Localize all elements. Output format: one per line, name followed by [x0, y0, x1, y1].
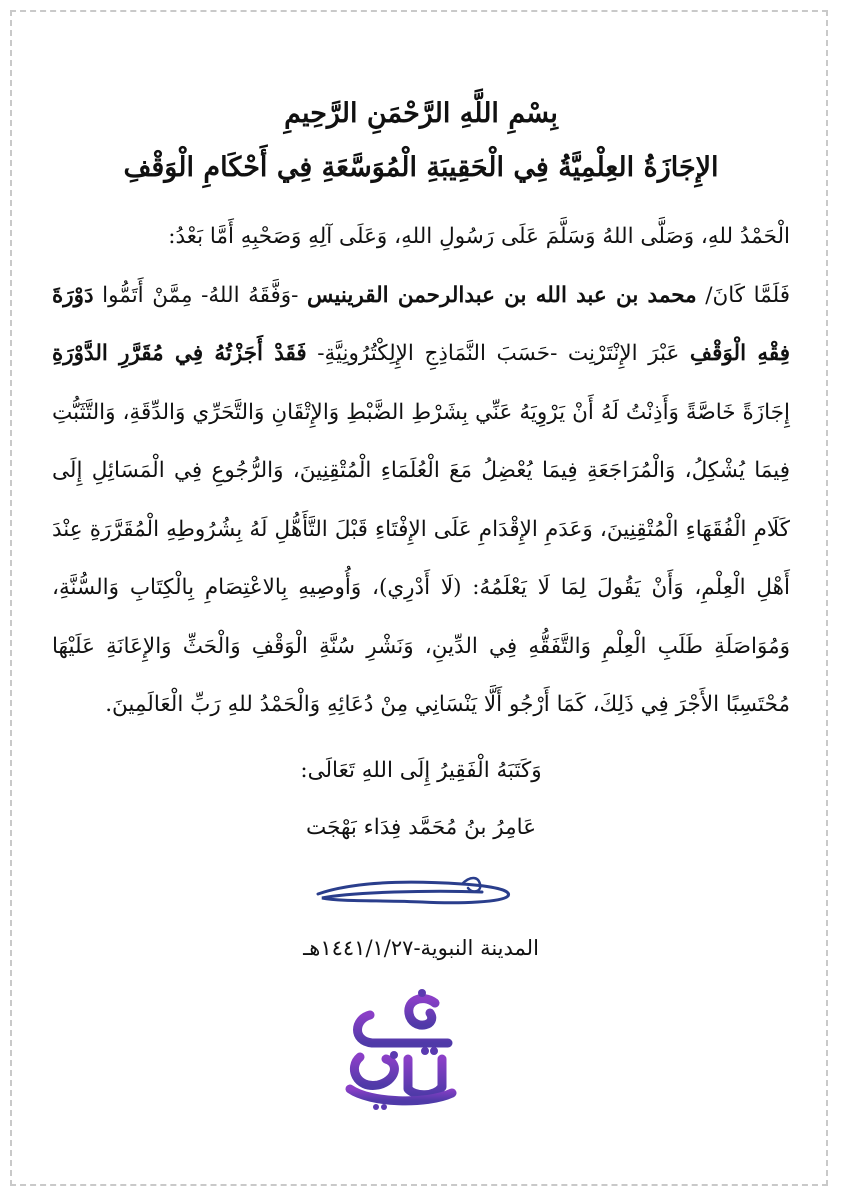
written-by-line: وَكَتَبَهُ الْفَقِيرُ إِلَى اللهِ تَعَالَى: [300, 758, 542, 783]
place-and-date: المدينة النبوية-١٤٤١/١/٢٧هـ [303, 936, 539, 960]
certificate-body [52, 208, 790, 735]
handwritten-signature [312, 872, 522, 916]
conditions-text: إِجَازَةً خَاصَّةً وَأَذِنْتُ لَهُ أَنْ يَرْوِيَهُ عَنِّي بِشَرْطِ الضَّبْطِ وَالإِتْقَانِ وَالتَّحَرِّي وَالدِّقَةِ، وَالتَّثَبُّتِ فِيمَا يُشْكِلُ، وَالْمُرَاجَعَةِ فِيمَا يُعْضِلُ مَعَ الْعُلَمَاءِ الْمُتْقِنِينَ، وَالرُّجُوعِ فِي الْمَسَائِلِ إِلَى كَلَامِ الْفُقَهَاءِ الْمُتْقِنِينَ، وَعَدَمِ الإِقْدَامِ عَلَى الإِفْتَاءِ قَبْلَ التَّأَهُّلِ لَهُ بِشُرُوطِهِ الْمُقَرَّرَةِ عِنْدَ أَهْلِ الْعِلْمِ، وَأَنْ يَقُولَ لِمَا لَا يَعْلَمُهُ: (لَا أَدْرِي)، وَأُوصِيهِ بِالاعْتِصَامِ بِالْكِتَابِ وَالسُّنَّةِ، وَمُوَاصَلَةِ طَلَبِ الْعِلْمِ وَالتَّفَقُّهِ فِي الدِّينِ، وَنَشْرِ سُنَّةِ الْوَقْفِ وَالْحَثِّ وَالإِعَانَةِ عَلَيْهَا مُحْتَسِبًا الأَجْرَ فِي ذَلِكَ، كَمَا أَرْجُو أَلَّا يَنْسَانِي مِنْ دُعَائِهِ وَالْحَمْدُ للهِ رَبِّ الْعَالَمِينَ. [52, 399, 790, 717]
intro-text: فَلَمَّا كَانَ/ [696, 282, 790, 308]
document-title: الإِجَازَةُ العِلْمِيَّةُ فِي الْحَقِيبَةِ الْمُوَسَّعَةِ فِي أَحْكَامِ الْوَقْفِ [123, 152, 719, 183]
calligraphy-seal [330, 985, 470, 1115]
course-name: دَوْرَةَ فِقْهِ الْوَقْفِ [52, 282, 790, 366]
grant-statement: فَقَدْ أَجَزْتُهُ فِي مُقَرَّرِ الدَّوْرَةِ [52, 341, 307, 366]
basmala: بِسْمِ اللَّهِ الرَّحْمَنِ الرَّحِيمِ [284, 98, 558, 129]
blessing-text: -وَفَّقَهُ اللهُ- مِمَّنْ أَتَمُّوا [93, 282, 308, 308]
opening-line: الْحَمْدُ للهِ، وَصَلَّى اللهُ وَسَلَّمَ عَلَى رَسُولِ اللهِ، وَعَلَى آلِهِ وَصَحْبِهِ أَمَّا بَعْدُ: [168, 224, 790, 249]
signer-name: عَامِرُ بنُ مُحَمَّد فِدَاء بَهْجَت [305, 815, 537, 840]
student-name: محمد بن عبد الله بن عبدالرحمن القرينيس [307, 282, 697, 308]
method-text: عَبْرَ الإِنْتَرْنِت -حَسَبَ النَّمَاذِجِ الإِلِكْتُرُونِيَّةِ- [306, 341, 690, 366]
main-paragraph [52, 267, 790, 735]
